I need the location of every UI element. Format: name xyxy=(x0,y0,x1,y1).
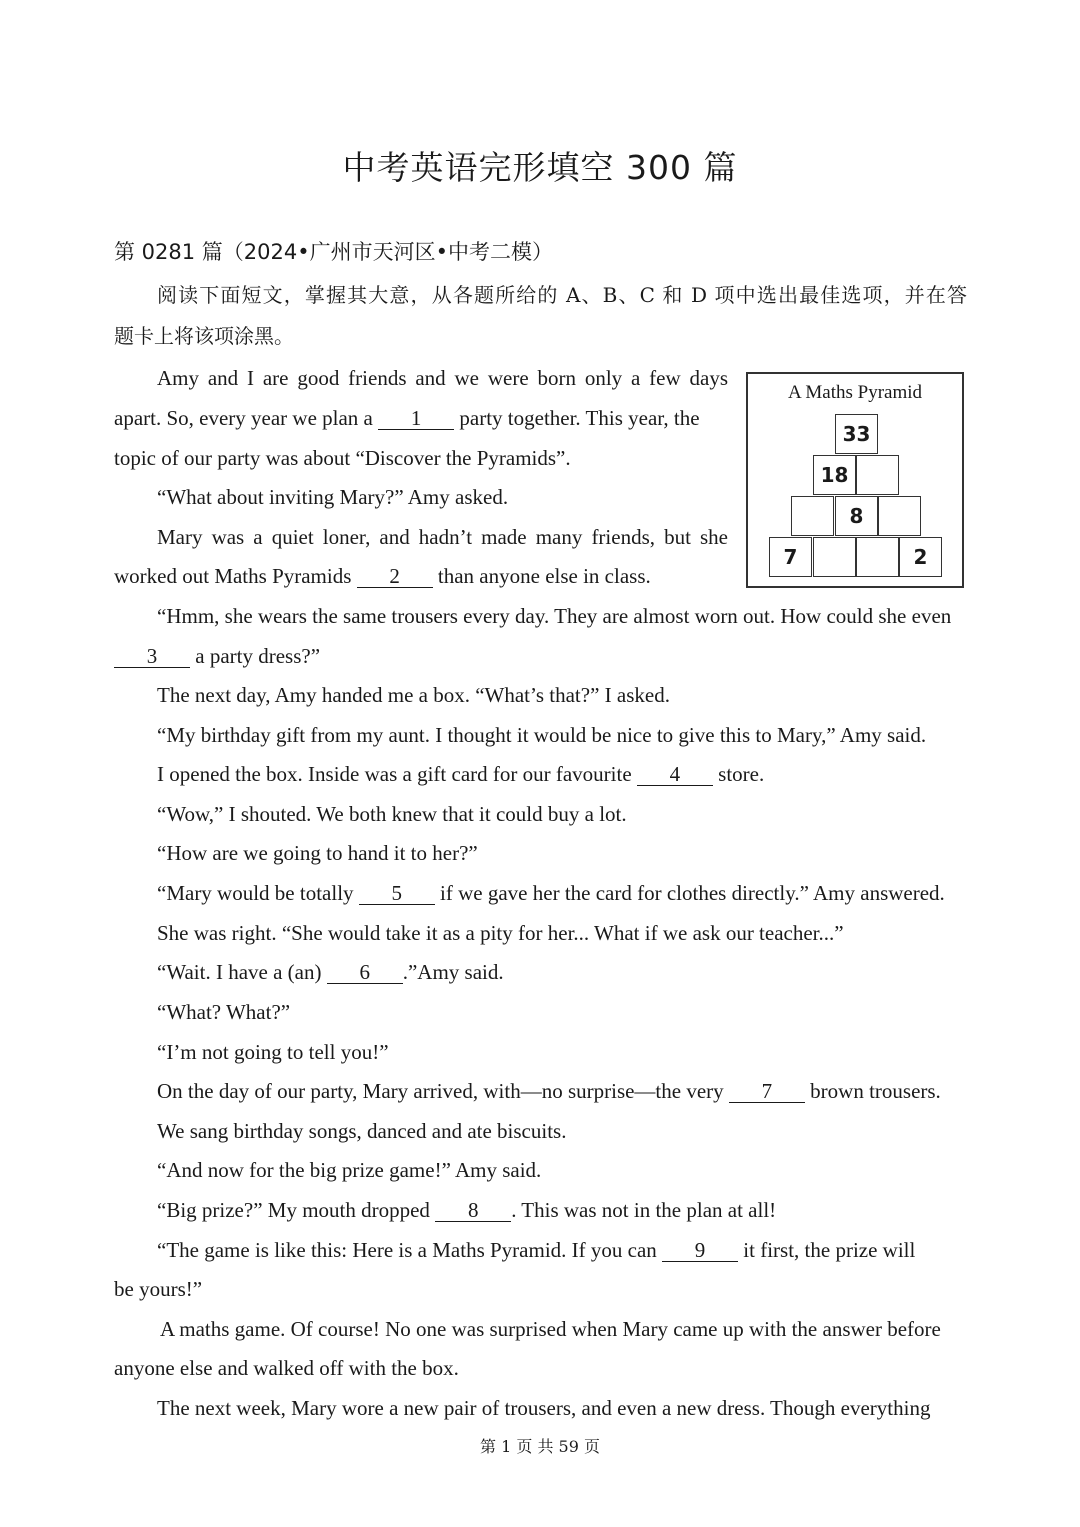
blank-7: 7 xyxy=(729,1080,805,1103)
text: worked out Maths Pyramids xyxy=(114,564,357,588)
passage-line xyxy=(114,562,651,590)
passage-line xyxy=(157,1077,941,1105)
text: . This was not in the plan at all! xyxy=(511,1198,777,1222)
blank-4: 4 xyxy=(637,763,713,786)
text: party together. This year, the xyxy=(454,406,700,430)
blank-5: 5 xyxy=(359,882,435,905)
blank-6: 6 xyxy=(327,961,403,984)
passage-line: “Wow,” I shouted. We both knew that it could buy a lot. xyxy=(157,802,627,826)
pyramid-cell xyxy=(878,496,921,536)
text: “Mary would be totally xyxy=(157,881,359,905)
passage-line: “Hmm, she wears the same trousers every day. They are almost worn out. How could she even xyxy=(157,604,952,628)
page-footer: 第 1 页 共 59 页 xyxy=(480,1437,600,1456)
blank-3: 3 xyxy=(114,645,190,668)
pyramid-cell: 2 xyxy=(899,537,942,577)
instruction-line-1: 阅读下面短文，掌握其大意，从各题所给的 A、B、C 和 D 项中选出最佳选项，并在答 xyxy=(157,283,967,307)
instruction-line-2: 题卡上将该项涂黑。 xyxy=(114,324,294,348)
passage-line: She was right. “She would take it as a pity for her... What if we ask our teacher...” xyxy=(157,921,844,945)
passage-line: Mary was a quiet loner, and hadn’t made many friends, but she xyxy=(157,525,728,549)
text: brown trousers. xyxy=(804,1079,941,1103)
passage-line: “How are we going to hand it to her?” xyxy=(157,841,478,865)
text: “Big prize?” My mouth dropped xyxy=(157,1198,436,1222)
text: it first, the prize will xyxy=(738,1238,916,1262)
passage-line: The next day, Amy handed me a box. “What’s that?” I asked. xyxy=(157,683,670,707)
passage-line xyxy=(157,958,504,986)
passage-line xyxy=(157,1236,915,1264)
text: a party dress?” xyxy=(190,644,321,668)
pyramid-cell: 33 xyxy=(835,414,878,454)
passage-line: “I’m not going to tell you!” xyxy=(157,1040,389,1064)
passage-line: A maths game. Of course! No one was surprised when Mary came up with the answer before xyxy=(160,1317,941,1341)
pyramid-cell xyxy=(791,496,834,536)
passage-line: “What about inviting Mary?” Amy asked. xyxy=(157,485,509,509)
section-heading: 第 0281 篇（2024•广州市天河区•中考二模） xyxy=(114,240,554,264)
passage-line xyxy=(157,879,945,907)
passage-line: be yours!” xyxy=(114,1277,203,1301)
passage-line: The next week, Mary wore a new pair of trousers, and even a new dress. Though everything xyxy=(157,1396,931,1420)
pyramid-cell: 8 xyxy=(835,496,878,536)
passage-line: We sang birthday songs, danced and ate biscuits. xyxy=(157,1119,567,1143)
pyramid-cell xyxy=(856,537,899,577)
passage-line: topic of our party was about “Discover the Pyramids”. xyxy=(114,446,571,470)
page-title: 中考英语完形填空 300 篇 xyxy=(342,148,738,187)
text: apart. So, every year we plan a xyxy=(114,406,379,430)
blank-1: 1 xyxy=(378,407,454,430)
blank-2: 2 xyxy=(357,565,433,588)
blank-8: 8 xyxy=(435,1199,511,1222)
text: if we gave her the card for clothes directly.” Amy answered. xyxy=(434,881,945,905)
pyramid-cell: 7 xyxy=(769,537,812,577)
passage-line xyxy=(114,404,700,432)
pyramid-cell: 18 xyxy=(813,455,856,495)
passage-line xyxy=(114,642,320,670)
text: .”Amy said. xyxy=(402,960,504,984)
text: “Wait. I have a (an) xyxy=(157,960,327,984)
passage-line xyxy=(157,760,764,788)
pyramid-cell xyxy=(813,537,856,577)
passage-line: anyone else and walked off with the box. xyxy=(114,1356,459,1380)
passage-line: Amy and I are good friends and we were born only a few days xyxy=(157,366,728,390)
passage-line xyxy=(157,1196,776,1224)
passage-line: “And now for the big prize game!” Amy said. xyxy=(157,1158,542,1182)
maths-pyramid-figure xyxy=(746,372,964,588)
passage-line: “My birthday gift from my aunt. I thought it would be nice to give this to Mary,” Amy said. xyxy=(157,723,927,747)
figure-title: A Maths Pyramid xyxy=(787,382,923,403)
text: than anyone else in class. xyxy=(432,564,651,588)
passage-line: “What? What?” xyxy=(157,1000,291,1024)
text: On the day of our party, Mary arrived, with—no surprise—the very xyxy=(157,1079,729,1103)
text: “The game is like this: Here is a Maths Pyramid. If you can xyxy=(157,1238,663,1262)
text: store. xyxy=(712,762,765,786)
pyramid-cell xyxy=(856,455,899,495)
text: I opened the box. Inside was a gift card for our favourite xyxy=(157,762,637,786)
blank-9: 9 xyxy=(662,1239,738,1262)
